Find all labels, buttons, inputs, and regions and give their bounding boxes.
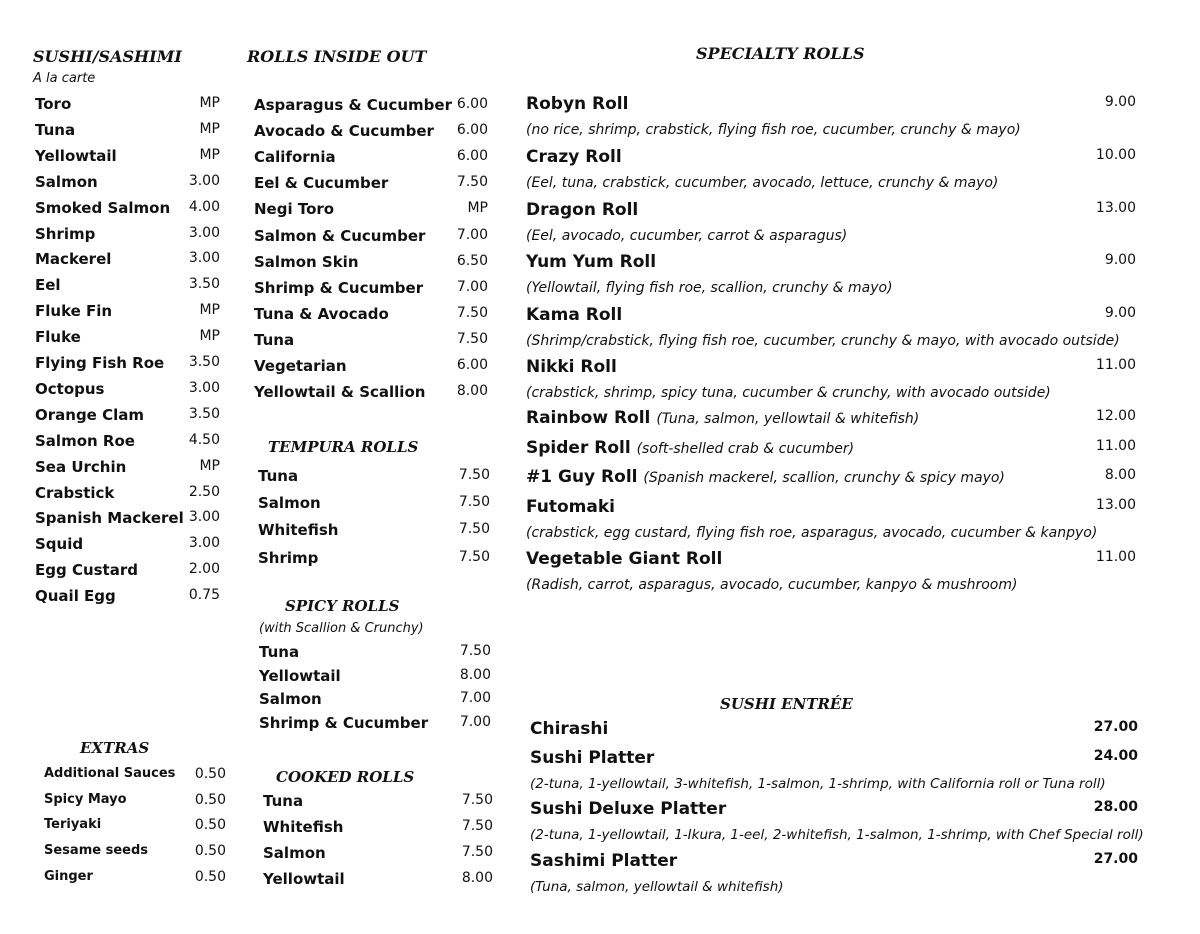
- menu-item: [254, 331, 488, 353]
- item-price: 3.00: [188, 250, 220, 267]
- item-name: Quail Egg: [35, 587, 116, 606]
- item-name: Salmon: [35, 172, 98, 191]
- item-name: [526, 94, 628, 114]
- item-name: Orange Clam: [35, 405, 144, 424]
- item-price: 7.50: [456, 174, 488, 191]
- item-price: 27.00: [1093, 851, 1138, 867]
- item-name: Sashimi Platter: [530, 851, 678, 871]
- item-name: Spicy Mayo: [44, 791, 127, 807]
- item-description: (2-tuna, 1-yellowtail, 1-Ikura, 1-eel, 2-whitefish, 1-salmon, 1-shrimp, with Chef Special roll): [530, 827, 1144, 843]
- item-name: Salmon & Cucumber: [254, 226, 426, 245]
- item-name: Tuna: [254, 330, 295, 349]
- item-price: 2.00: [188, 561, 220, 578]
- extras-title: EXTRAS: [80, 739, 150, 757]
- menu-item: [263, 870, 493, 892]
- menu-item: [35, 276, 220, 298]
- item-description: (Yellowtail, flying fish roe, scallion, crunchy & mayo): [526, 280, 893, 296]
- item-description: (Tuna, salmon, yellowtail & whitefish): [656, 411, 920, 427]
- item-price: 10.00: [1095, 147, 1136, 163]
- item-price: MP: [199, 146, 220, 163]
- item-description: (Shrimp/crabstick, flying fish roe, cucumber, crunchy & mayo, with avocado outside): [526, 333, 1120, 349]
- menu-item: [35, 380, 220, 402]
- spicy-rolls-note: (with Scallion & Crunchy): [259, 621, 424, 636]
- item-name: Fluke: [35, 328, 81, 347]
- spicy-rolls-title: SPICY ROLLS: [285, 597, 400, 615]
- item-name: Egg Custard: [35, 561, 138, 580]
- item-name: Shrimp: [35, 224, 96, 243]
- menu-item: [254, 122, 488, 144]
- item-name: Eel & Cucumber: [254, 174, 389, 193]
- item-name: Salmon: [258, 494, 321, 513]
- item-price: 11.00: [1095, 438, 1136, 454]
- sushi-sashimi-title: SUSHI/SASHIMI: [33, 47, 182, 66]
- menu-item: [259, 643, 491, 665]
- item-name: [526, 467, 1005, 487]
- item-price: 9.00: [1104, 305, 1136, 321]
- menu-item: [254, 174, 488, 196]
- menu-item: [44, 817, 226, 839]
- item-name: Tuna: [259, 643, 300, 661]
- item-name: [526, 147, 622, 167]
- item-price: 28.00: [1093, 799, 1138, 815]
- item-name: Tuna: [35, 120, 76, 139]
- item-name: Salmon Roe: [35, 431, 135, 450]
- item-price: 3.00: [188, 509, 220, 526]
- item-name: [526, 549, 722, 569]
- item-name-text: Yum Yum Roll: [526, 252, 657, 272]
- menu-item: [35, 199, 220, 221]
- item-price: 6.00: [456, 122, 488, 139]
- item-price: MP: [199, 120, 220, 137]
- item-name-text: Vegetable Giant Roll: [526, 549, 723, 569]
- menu-item: [263, 818, 493, 840]
- item-name: Yellowtail: [35, 146, 117, 165]
- item-price: MP: [199, 302, 220, 319]
- menu-item: [254, 148, 488, 170]
- item-price: MP: [199, 328, 220, 345]
- item-price: 13.00: [1095, 200, 1136, 216]
- menu-item: [254, 305, 488, 327]
- item-name-text: #1 Guy Roll: [526, 467, 638, 487]
- item-price: MP: [199, 457, 220, 474]
- sushi-entree-title: SUSHI ENTRÉE: [720, 695, 853, 713]
- item-name: [526, 408, 919, 428]
- item-name-text: Dragon Roll: [526, 200, 639, 220]
- menu-item: [44, 869, 226, 891]
- item-price: 9.00: [1104, 252, 1136, 268]
- item-price: MP: [467, 200, 488, 217]
- item-name: Sushi Deluxe Platter: [530, 799, 727, 819]
- item-price: 7.50: [458, 467, 490, 483]
- item-price: 6.00: [456, 357, 488, 373]
- item-name: California: [254, 148, 336, 167]
- menu-item: [44, 843, 226, 865]
- item-price: 3.00: [188, 379, 220, 396]
- menu-item: [35, 302, 220, 324]
- item-name: Vegetarian: [254, 357, 347, 375]
- item-price: 8.00: [456, 383, 488, 400]
- item-name: Sushi Platter: [530, 748, 655, 768]
- sushi-sashimi-subtitle: A la carte: [33, 71, 96, 86]
- item-price: 3.00: [188, 224, 220, 241]
- item-price: 2.50: [188, 483, 220, 500]
- item-name: Smoked Salmon: [35, 198, 171, 217]
- menu-item: [35, 484, 220, 506]
- item-price: MP: [199, 95, 220, 111]
- item-name: Mackerel: [35, 250, 112, 269]
- item-price: 7.50: [456, 330, 488, 347]
- cooked-rolls-title: COOKED ROLLS: [276, 768, 415, 786]
- item-name: [526, 357, 617, 377]
- menu-item: [254, 200, 488, 222]
- item-name: [526, 252, 656, 272]
- item-price: 3.50: [188, 354, 220, 370]
- item-price: 11.00: [1095, 357, 1136, 373]
- item-name-text: Futomaki: [526, 497, 615, 517]
- item-name-text: Rainbow Roll: [526, 408, 651, 428]
- item-price: 8.00: [1104, 467, 1136, 483]
- menu-item: [263, 844, 493, 866]
- item-price: 0.50: [194, 817, 226, 834]
- item-price: 7.50: [456, 304, 488, 321]
- specialty-rolls-title: SPECIALTY ROLLS: [696, 44, 865, 63]
- item-description: (2-tuna, 1-yellowtail, 3-whitefish, 1-salmon, 1-shrimp, with California roll or Tuna roll): [530, 776, 1106, 792]
- item-name: Negi Toro: [254, 200, 335, 219]
- menu-item: [35, 561, 220, 583]
- item-name: Whitefish: [258, 521, 339, 540]
- menu-item: [35, 225, 220, 247]
- item-name: [526, 200, 638, 220]
- menu-item: [259, 667, 491, 689]
- item-price: 0.75: [188, 587, 220, 604]
- item-price: 6.00: [456, 96, 488, 112]
- item-name: Salmon: [259, 690, 322, 709]
- item-price: 7.50: [459, 643, 491, 659]
- item-name-text: Robyn Roll: [526, 94, 629, 114]
- menu-item: [254, 279, 488, 301]
- item-description: (Eel, tuna, crabstick, cucumber, avocado, lettuce, crunchy & mayo): [526, 175, 999, 191]
- item-name: Salmon Skin: [254, 252, 359, 271]
- menu-item: [254, 357, 488, 379]
- menu-item: [258, 467, 490, 489]
- item-price: 6.50: [456, 252, 488, 269]
- item-name: Eel: [35, 276, 61, 295]
- item-name: Crabstick: [35, 483, 115, 502]
- item-name: Tuna: [263, 792, 304, 810]
- menu-item: [258, 521, 490, 543]
- item-name: Shrimp: [258, 548, 319, 567]
- item-name: [526, 438, 854, 458]
- item-description: (Radish, carrot, asparagus, avocado, cucumber, kanpyo & mushroom): [526, 577, 1018, 593]
- item-price: 7.50: [458, 494, 490, 511]
- item-name: Salmon: [263, 844, 326, 862]
- item-price: 0.50: [194, 766, 226, 782]
- menu-item: [254, 383, 488, 405]
- menu-item: [254, 227, 488, 249]
- menu-item: [254, 253, 488, 275]
- item-name: Shrimp & Cucumber: [254, 278, 424, 297]
- item-price: 3.50: [188, 276, 220, 293]
- item-name: Tuna & Avocado: [254, 304, 389, 323]
- menu-item: [35, 173, 220, 195]
- item-name: Flying Fish Roe: [35, 354, 165, 372]
- item-price: 4.00: [188, 198, 220, 215]
- menu-item: [35, 535, 220, 557]
- rolls-inside-out-title: ROLLS INSIDE OUT: [247, 47, 427, 66]
- item-price: 7.00: [456, 226, 488, 243]
- menu-item: [35, 328, 220, 350]
- item-name: Ginger: [44, 868, 93, 884]
- item-price: 11.00: [1095, 549, 1136, 565]
- item-name: Sea Urchin: [35, 457, 127, 476]
- item-name: Spanish Mackerel: [35, 509, 184, 528]
- item-price: 8.00: [459, 666, 491, 683]
- item-description: (Tuna, salmon, yellowtail & whitefish): [530, 879, 784, 895]
- item-name: Whitefish: [263, 818, 344, 836]
- menu-item: [35, 250, 220, 272]
- item-price: 0.50: [194, 843, 226, 860]
- item-price: 7.50: [461, 844, 493, 860]
- menu-item: [35, 121, 220, 143]
- menu-item: [35, 509, 220, 531]
- item-name: Toro: [35, 95, 72, 113]
- menu-item: [35, 354, 220, 376]
- item-name: [526, 497, 615, 517]
- item-price: 3.00: [188, 172, 220, 189]
- item-description: (Spanish mackerel, scallion, crunchy & spicy mayo): [643, 470, 1005, 486]
- item-description: (soft-shelled crab & cucumber): [636, 441, 855, 457]
- tempura-rolls-title: TEMPURA ROLLS: [268, 438, 419, 456]
- item-price: 24.00: [1093, 748, 1138, 764]
- item-name-text: Kama Roll: [526, 305, 623, 325]
- item-name: Asparagus & Cucumber: [254, 96, 452, 114]
- item-price: 3.50: [188, 405, 220, 422]
- menu-item: [259, 714, 491, 736]
- menu-item: [44, 792, 226, 814]
- item-price: 7.00: [456, 278, 488, 295]
- item-name-text: Spider Roll: [526, 438, 631, 458]
- item-price: 7.50: [458, 548, 490, 565]
- item-price: 4.50: [188, 431, 220, 448]
- menu-item: [35, 432, 220, 454]
- item-name-text: Nikki Roll: [526, 357, 617, 377]
- item-name: Tuna: [258, 467, 299, 485]
- item-price: 27.00: [1093, 719, 1138, 735]
- item-description: (no rice, shrimp, crabstick, flying fish roe, cucumber, crunchy & mayo): [526, 122, 1021, 138]
- item-price: 7.00: [459, 714, 491, 731]
- item-name: Yellowtail: [259, 666, 341, 685]
- item-name: Chirashi: [530, 719, 609, 739]
- menu-item: [35, 587, 220, 609]
- item-price: 13.00: [1095, 497, 1136, 513]
- item-name: Teriyaki: [44, 817, 102, 833]
- menu-item: [263, 792, 493, 814]
- menu-item: [35, 458, 220, 480]
- menu-item: [35, 406, 220, 428]
- item-name: Octopus: [35, 379, 105, 398]
- item-price: 9.00: [1104, 94, 1136, 110]
- menu-item: [258, 549, 490, 571]
- item-description: (crabstick, shrimp, spicy tuna, cucumber & crunchy, with avocado outside): [526, 385, 1051, 401]
- item-name: Fluke Fin: [35, 302, 113, 321]
- menu-item: [44, 766, 226, 788]
- item-price: 6.00: [456, 148, 488, 165]
- menu-item: [259, 690, 491, 712]
- item-name: Avocado & Cucumber: [254, 122, 434, 141]
- item-name: Shrimp & Cucumber: [259, 714, 429, 733]
- item-name: Yellowtail & Scallion: [254, 383, 426, 402]
- item-price: 7.00: [459, 690, 491, 707]
- item-description: (Eel, avocado, cucumber, carrot & asparagus): [526, 228, 848, 244]
- item-name-text: Crazy Roll: [526, 147, 622, 167]
- item-name: Yellowtail: [263, 870, 345, 888]
- item-name: Squid: [35, 535, 84, 554]
- item-price: 7.50: [458, 521, 490, 538]
- item-price: 12.00: [1095, 408, 1136, 424]
- menu-item: [35, 95, 220, 117]
- item-price: 3.00: [188, 535, 220, 552]
- item-name: [526, 305, 622, 325]
- item-price: 0.50: [194, 791, 226, 808]
- item-name: Sesame seeds: [44, 843, 148, 859]
- menu-item: [258, 494, 490, 516]
- menu-item: [254, 96, 488, 118]
- menu-item: [35, 147, 220, 169]
- item-price: 0.50: [194, 868, 226, 885]
- item-price: 7.50: [461, 818, 493, 834]
- item-description: (crabstick, egg custard, flying fish roe, asparagus, avocado, cucumber & kanpyo): [526, 525, 1098, 541]
- item-name: Additional Sauces: [44, 766, 176, 781]
- item-price: 7.50: [461, 792, 493, 808]
- item-price: 8.00: [461, 870, 493, 886]
